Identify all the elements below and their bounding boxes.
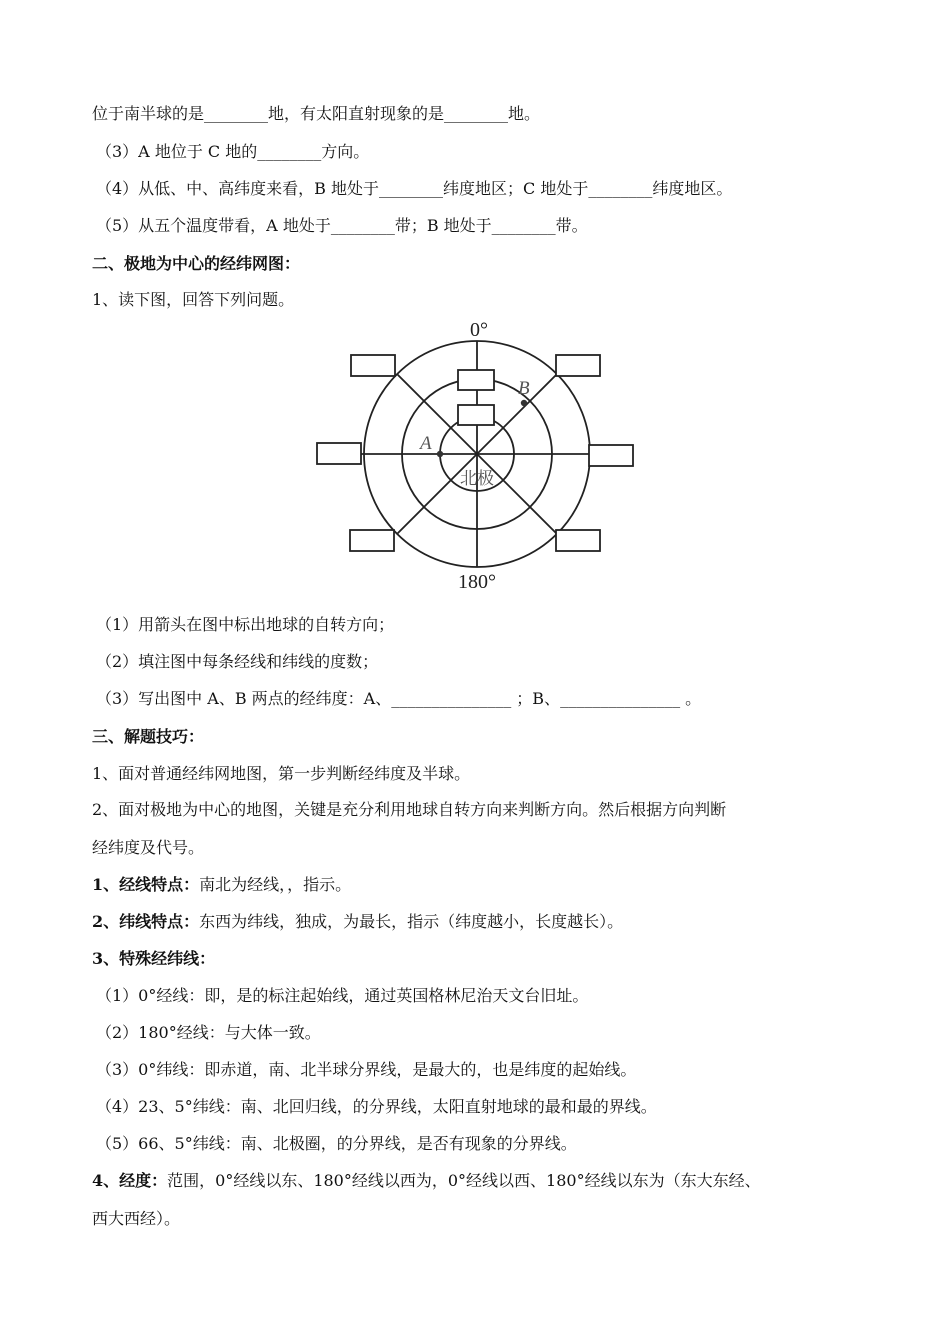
meridian-180-label: 180° <box>458 571 496 593</box>
task-1-line: （1）用箭头在图中标出地球的自转方向； <box>96 615 395 634</box>
meridian-0-label: 0° <box>470 319 488 341</box>
task-2-line: （2）填注图中每条经线和纬线的度数； <box>96 652 379 671</box>
parallel-feature-text: 东西为纬线，独成，为最长，指示（纬度越小，长度越长）。 <box>199 912 624 931</box>
longitude-text: 范围，0°经线以东、180°经线以西为，0°经线以西、180°经线以东为（东大东经、 <box>167 1171 761 1190</box>
latitude-box-outer <box>458 370 494 390</box>
tip-1-line: 1、面对普通经纬网地图，第一步判断经纬度及半球。 <box>92 764 471 783</box>
special-line-2: （2）180°经线：与大体一致。 <box>96 1023 321 1042</box>
label-box-top-right <box>556 355 600 376</box>
question-2-line: 位于南半球的是________地，有太阳直射现象的是________地。 <box>92 104 541 123</box>
special-line-1: （1）0°经线：即，是的标注起始线，通过英国格林尼治天文台旧址。 <box>96 986 589 1005</box>
task-3-line: （3）写出图中 A、B 两点的经纬度：A、_______________ ；B、_______________ 。 <box>96 689 702 708</box>
parallel-feature-line <box>92 912 890 932</box>
label-box-right <box>589 445 633 466</box>
label-box-top-left <box>351 355 395 376</box>
tip-2-line: 2、面对极地为中心的地图，关键是充分利用地球自转方向来判断方向。然后根据方向判断 <box>92 800 727 819</box>
special-line-5: （5）66、5°纬线：南、北极圈，的分界线，是否有现象的分界线。 <box>96 1134 577 1153</box>
point-b-label: B <box>518 378 530 399</box>
section-2-heading: 二、极地为中心的经纬网图： <box>92 254 301 273</box>
longitude-label: 4、经度： <box>92 1171 168 1190</box>
latitude-box-middle <box>458 405 494 425</box>
label-box-left <box>317 443 361 464</box>
tip-2-continuation: 经纬度及代号。 <box>92 838 205 857</box>
question-4-line: （4）从低、中、高纬度来看，B 地处于________纬度地区；C 地处于________纬度地区。 <box>96 179 733 198</box>
point-a-label: A <box>420 433 432 454</box>
special-line-3: （3）0°纬线：即赤道，南、北半球分界线，是最大的，也是纬度的起始线。 <box>96 1060 637 1079</box>
meridian-feature-line <box>92 875 890 895</box>
parallel-feature-label: 2、纬线特点： <box>92 912 200 931</box>
question-3-line: （3）A 地位于 C 地的________方向。 <box>96 142 370 161</box>
label-box-bottom-left <box>350 530 394 551</box>
section-3-heading: 三、解题技巧： <box>92 727 205 746</box>
meridian-feature-text: 南北为经线，，指示。 <box>199 875 352 894</box>
longitude-continuation: 西大西经）。 <box>92 1209 181 1228</box>
meridian-feature-label: 1、经线特点： <box>92 875 200 894</box>
longitude-line <box>92 1171 890 1191</box>
polar-graticule-diagram <box>310 314 640 596</box>
read-figure-instruction: 1、读下图，回答下列问题。 <box>92 290 295 309</box>
label-box-bottom-right <box>556 530 600 551</box>
question-5-line: （5）从五个温度带看，A 地处于________带；B 地处于________带。 <box>96 216 588 235</box>
special-lines-heading: 3、特殊经纬线： <box>92 949 216 968</box>
special-line-4: （4）23、5°纬线：南、北回归线，的分界线，太阳直射地球的最和最的界线。 <box>96 1097 657 1116</box>
point-a-dot <box>437 451 443 457</box>
north-pole-label: 北极 <box>460 469 494 488</box>
point-b-dot <box>521 400 527 406</box>
